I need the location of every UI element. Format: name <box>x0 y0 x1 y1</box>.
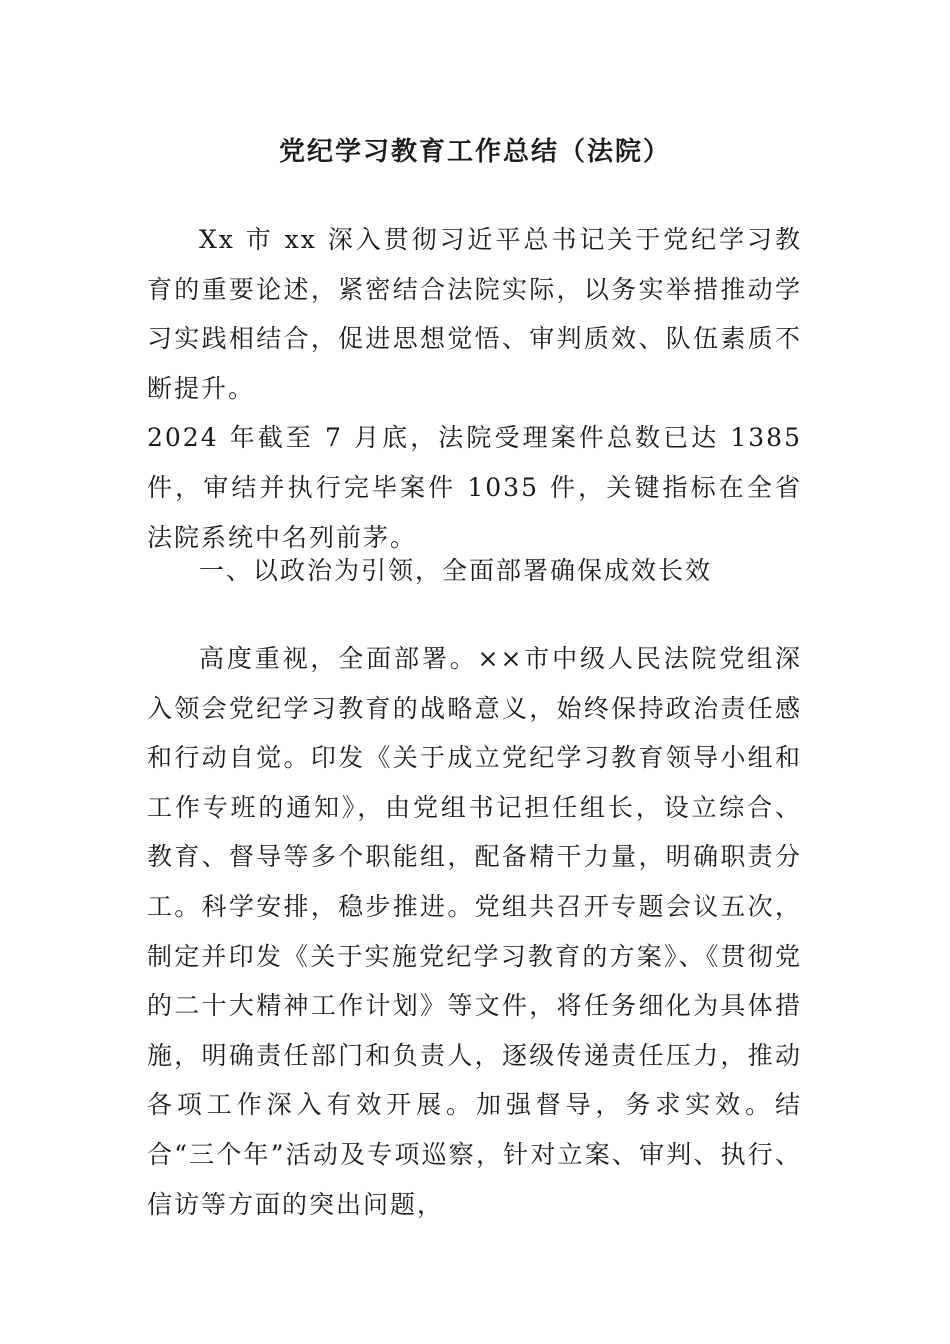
intro-paragraph <box>147 215 802 562</box>
intro-text: Xx 市 xx 深入贯彻习近平总书记关于党纪学习教育的重要论述，紧密结合法院实际，以务实举措推动学习实践相结合，促进思想觉悟、审判质效、队伍素质不断提升。 <box>147 225 802 403</box>
section-body-paragraph: 高度重视，全面部署。××市中级人民法院党组深入领会党纪学习教育的战略意义，始终保持政治责任感和行动自觉。印发《关于成立党纪学习教育领导小组和工作专班的通知》，由党组书记担任组长，设立综合、教育、督导等多个职能组，配备精干力量，明确职责分工。科学安排，稳步推进。党组共召开专题会议五次，制定并印发《关于实施党纪学习教育的方案》、《贯彻党的二十大精神工作计划》等文件，将任务细化为具体措施，明确责任部门和负责人，逐级传递责任压力，推动各项工作深入有效开展。加强督导，务求实效。结合“三个年”活动及专项巡察，针对立案、审判、执行、信访等方面的突出问题， <box>147 644 802 1219</box>
intro-statistics-text: 2024 年截至 7 月底，法院受理案件总数已达 1385 件，审结并执行完毕案件 1035 件，关键指标在全省法院系统中名列前茅。 <box>147 423 802 552</box>
section-heading: 一、以政治为引领，全面部署确保成效长效 <box>199 556 713 585</box>
document-title: 党纪学习教育工作总结（法院） <box>278 137 671 167</box>
